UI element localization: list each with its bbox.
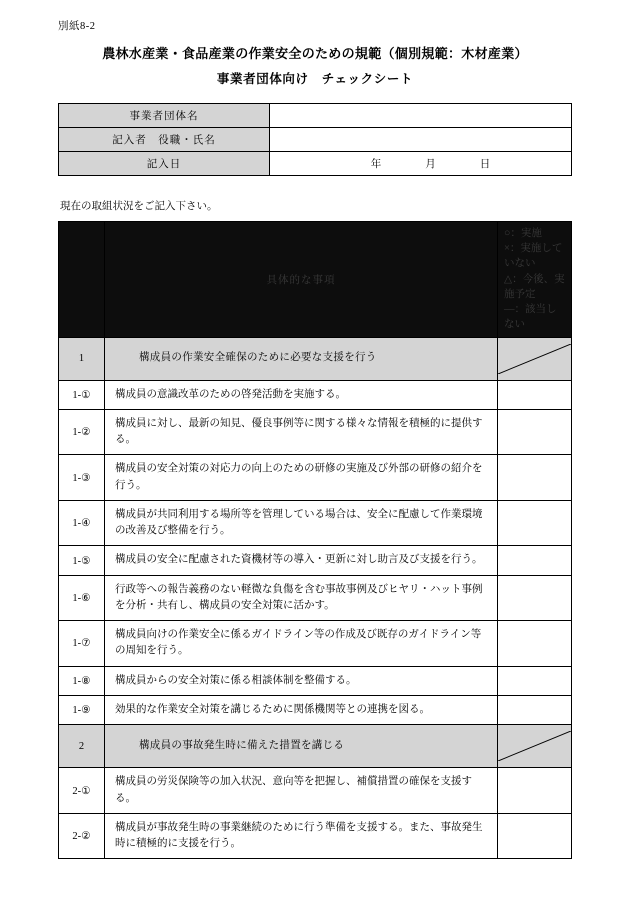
row-description: 構成員が共同利用する場所等を管理している場合は、安全に配慮して作業環境の改善及び整備を行う。	[105, 500, 498, 546]
info-value-date[interactable]	[270, 152, 572, 176]
table-row	[59, 104, 572, 128]
info-label-author: 記入者 役職・氏名	[59, 128, 270, 152]
table-row	[59, 152, 572, 176]
legend-line-not-implemented: ×：実施していない	[504, 243, 563, 270]
row-mark-input[interactable]	[498, 455, 572, 501]
table-row	[59, 695, 572, 724]
row-number: 1-⑥	[59, 575, 105, 621]
table-row	[59, 546, 572, 575]
page-title: 農林水産業・食品産業の作業安全のための規範（個別規範：木材産業）	[102, 46, 528, 61]
table-row	[59, 621, 572, 667]
row-number: 1-⑤	[59, 546, 105, 575]
table-row	[59, 768, 572, 814]
row-mark-input[interactable]	[498, 575, 572, 621]
row-number: 1-①	[59, 380, 105, 409]
date-day-label: 日	[479, 159, 491, 170]
lead-text: 現在の取組状況をご記入下さい。	[60, 201, 218, 212]
row-mark-input[interactable]	[498, 695, 572, 724]
row-description: 構成員からの安全対策に係る相談体制を整備する。	[105, 666, 498, 695]
row-description: 構成員が事故発生時の事業継続のために行う準備を支援する。また、事故発生時に積極的に支援を行う。	[105, 813, 498, 859]
date-month-label: 月	[425, 159, 436, 170]
info-value-author[interactable]	[270, 128, 572, 152]
row-description: 構成員向けの作業安全に係るガイドライン等の作成及び既存のガイドライン等の周知を行う。	[105, 621, 498, 667]
title-block	[58, 43, 572, 87]
info-value-organization[interactable]	[270, 104, 572, 128]
row-number: 1-⑦	[59, 621, 105, 667]
row-mark-input[interactable]	[498, 813, 572, 859]
row-description: 行政等への報告義務のない軽微な負傷を含む事故事例及びヒヤリ・ハット事例を分析・共有し、構成員の安全対策に活かす。	[105, 575, 498, 621]
row-mark-input[interactable]	[498, 380, 572, 409]
row-number: 1-④	[59, 500, 105, 546]
checklist-table	[58, 221, 572, 859]
page-subtitle: 事業者団体向け チェックシート	[216, 72, 414, 86]
table-row	[59, 500, 572, 546]
date-year-label: 年	[370, 159, 382, 170]
row-description: 効果的な作業安全対策を講じるために関係機関等との連携を図る。	[105, 695, 498, 724]
row-description: 構成員の安全対策の対応力の向上のための研修の実施及び外部の研修の紹介を行う。	[105, 455, 498, 501]
row-mark-input[interactable]	[498, 546, 572, 575]
table-row	[59, 575, 572, 621]
table-row	[59, 409, 572, 455]
table-row-section	[59, 337, 572, 380]
row-number: 1-⑨	[59, 695, 105, 724]
table-row	[59, 666, 572, 695]
table-row	[59, 813, 572, 859]
header-item-cell: 具体的な事項	[105, 222, 498, 338]
row-description: 構成員に対し、最新の知見、優良事例等に関する様々な情報を積極的に提供する。	[105, 409, 498, 455]
row-number: 2-②	[59, 813, 105, 859]
info-label-organization: 事業者団体名	[59, 104, 270, 128]
row-mark-input[interactable]	[498, 666, 572, 695]
table-row	[59, 128, 572, 152]
table-row	[59, 380, 572, 409]
row-number: 1-③	[59, 455, 105, 501]
header-legend-cell	[498, 222, 572, 338]
table-row	[59, 455, 572, 501]
row-number: 1	[59, 337, 105, 380]
row-mark-input[interactable]	[498, 500, 572, 546]
row-description: 構成員の安全に配慮された資機材等の導入・更新に対し助言及び支援を行う。	[105, 546, 498, 575]
row-mark-input[interactable]	[498, 409, 572, 455]
row-number: 1-⑧	[59, 666, 105, 695]
row-description: 構成員の労災保険等の加入状況、意向等を把握し、補償措置の確保を支援する。	[105, 768, 498, 814]
row-mark-disabled	[498, 337, 572, 380]
row-description: 構成員の事故発生時に備えた措置を講じる	[105, 725, 498, 768]
legend-line-planned: △：今後、実施予定	[504, 273, 565, 300]
checklist-header-row	[59, 222, 572, 338]
legend-line-not-applicable: ―：該当しない	[504, 304, 557, 331]
row-mark-input[interactable]	[498, 768, 572, 814]
row-number: 2	[59, 725, 105, 768]
row-description: 構成員の意識改革のための啓発活動を実施する。	[105, 380, 498, 409]
legend-line-implemented: ○：実施	[504, 228, 542, 239]
row-number: 2-①	[59, 768, 105, 814]
row-description: 構成員の作業安全確保のために必要な支援を行う	[105, 337, 498, 380]
info-label-date: 記入日	[59, 152, 270, 176]
row-mark-input[interactable]	[498, 621, 572, 667]
header-number-cell	[59, 222, 105, 338]
table-row-section	[59, 725, 572, 768]
row-number: 1-②	[59, 409, 105, 455]
row-mark-disabled	[498, 725, 572, 768]
info-table	[58, 103, 572, 176]
document-number: 別紙8-2	[58, 21, 96, 32]
